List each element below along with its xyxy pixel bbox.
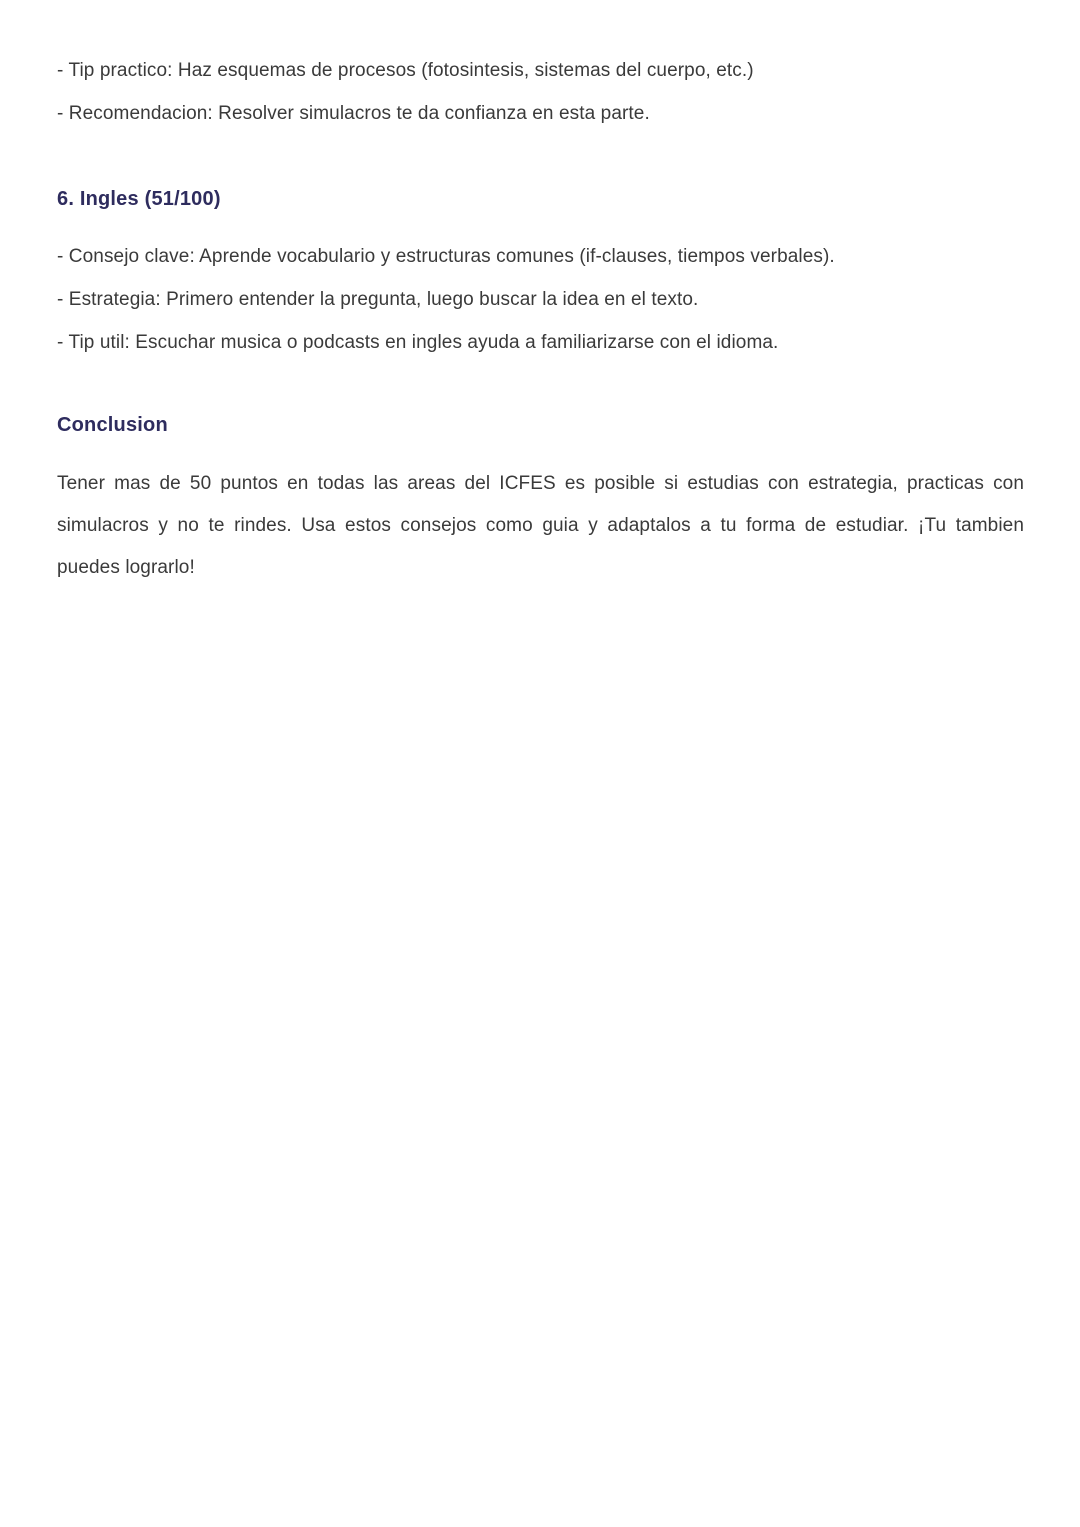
conclusion-paragraph xyxy=(57,472,1024,580)
conclusion-paragraph-line: simulacros y no te rindes. Usa estos consejos como guia y adaptalos a tu forma de estudiar. ¡Tu tambien xyxy=(57,515,1024,536)
bullet-consejo-clave: - Consejo clave: Aprende vocabulario y estructuras comunes (if-clauses, tiempos verbales). xyxy=(57,246,835,267)
conclusion-paragraph-line: Tener mas de 50 puntos en todas las areas del ICFES es posible si estudias con estrategia, practicas con xyxy=(57,473,1024,494)
section-heading-conclusion: Conclusion xyxy=(57,414,168,436)
bullet-tip-practico: - Tip practico: Haz esquemas de procesos (fotosintesis, sistemas del cuerpo, etc.) xyxy=(57,60,754,81)
conclusion-paragraph-line: puedes lograrlo! xyxy=(57,557,195,578)
document-content xyxy=(0,59,1080,580)
bullet-estrategia: - Estrategia: Primero entender la pregunta, luego buscar la idea en el texto. xyxy=(57,289,699,310)
bullet-tip-util: - Tip util: Escuchar musica o podcasts en ingles ayuda a familiarizarse con el idioma. xyxy=(57,332,779,353)
bullet-recomendacion: - Recomendacion: Resolver simulacros te da confianza en esta parte. xyxy=(57,103,650,124)
section-heading-ingles: 6. Ingles (51/100) xyxy=(57,188,221,210)
